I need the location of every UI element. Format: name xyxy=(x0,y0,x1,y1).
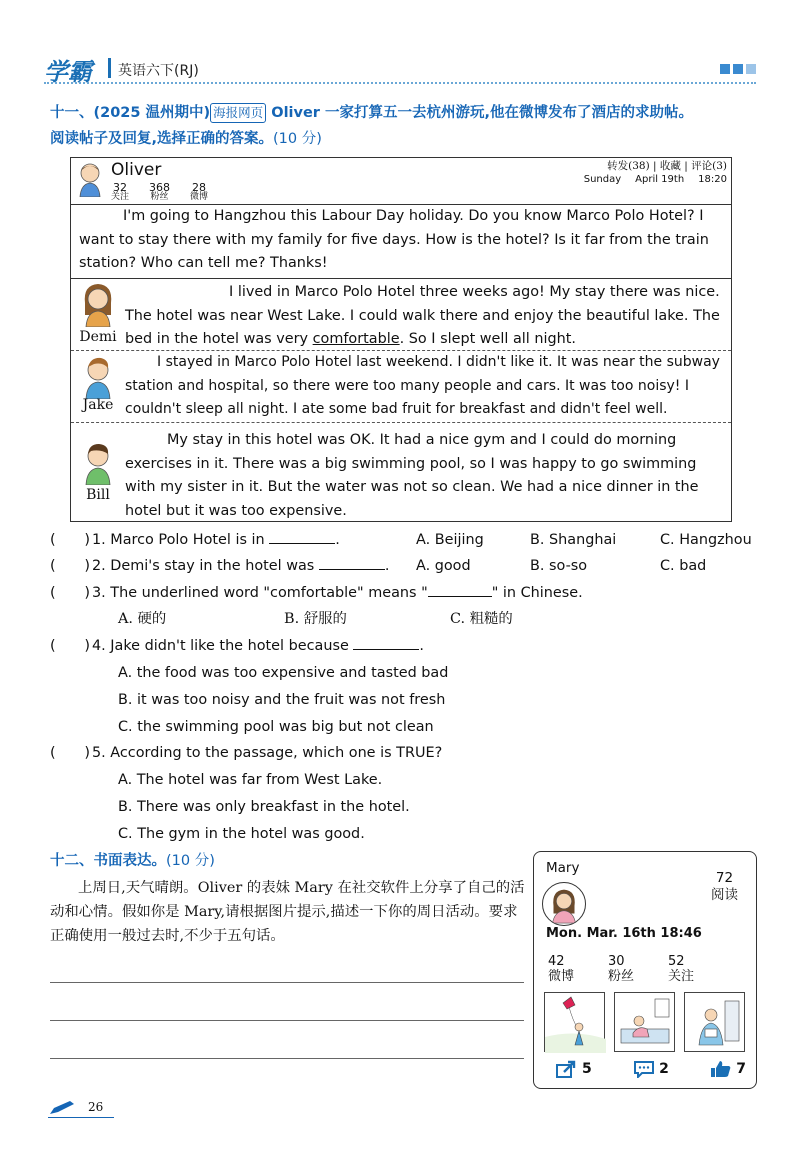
photo-kite xyxy=(544,992,605,1052)
q4-option-b: B. it was too noisy and the fruit was not fresh xyxy=(118,692,446,708)
stat-following: 32 关注 xyxy=(111,181,130,202)
demi-avatar-icon xyxy=(79,281,117,327)
section-11-instructions xyxy=(50,126,762,152)
header-divider xyxy=(44,82,756,84)
poster-name: Oliver xyxy=(111,160,162,180)
section-11-title xyxy=(50,100,762,126)
q5-option-b: B. There was only breakfast in the hotel. xyxy=(118,799,410,815)
page-number: 26 xyxy=(88,1100,104,1114)
card-stat-posts: 42 微博 xyxy=(548,954,575,984)
reply-author-bill: Bill xyxy=(86,487,110,503)
card-stats xyxy=(548,954,694,984)
post-timestamp: Sunday April 19th 18:20 xyxy=(583,174,727,185)
post-text: I'm going to Hangzhou this Labour Day holiday. Do you know Marco Polo Hotel? I want to stay there with my family for five days. How is the hotel? Is it far from the train station? Who can tell me? Thanks! xyxy=(79,208,709,271)
share-action[interactable] xyxy=(556,1060,592,1078)
comment-count: 2 xyxy=(659,1061,669,1077)
question-4-stem: 4. Jake didn't like the hotel because . xyxy=(92,634,424,658)
card-stat-following: 52 关注 xyxy=(668,954,695,984)
share-count: 5 xyxy=(582,1061,592,1077)
reply-author-jake: Jake xyxy=(82,397,114,413)
answer-blank-5[interactable]: ( ) xyxy=(50,745,91,761)
q3-option-c: C. 粗糙的 xyxy=(450,611,513,627)
q1-option-a: A. Beijing xyxy=(416,532,484,548)
q2-option-c: C. bad xyxy=(660,558,707,574)
post-meta xyxy=(570,160,727,186)
writing-prompt-text: 上周日,天气晴朗。Oliver 的表妹 Mary 在社交软件上分享了自己的活动和心情。假如你是 Mary,请根据图片提示,描述一下你的周日活动。要求正确使用一般过去时,不少于五句话。 xyxy=(50,880,525,944)
question-2-stem: 2. Demi's stay in the hotel was . xyxy=(92,554,389,578)
pen-icon xyxy=(48,1100,76,1116)
reply-text-jake: I stayed in Marco Polo Hotel last weekend. I didn't like it. It was near the subway station and hospital, so there were too many people and cars. It was too noisy! I couldn't sleep all night. I ate some bad fruit for breakfast and didn't feel well. xyxy=(125,354,720,417)
logo-divider xyxy=(108,58,111,78)
share-icon xyxy=(556,1060,578,1078)
reply-text-demi: I lived in Marco Polo Hotel three weeks ago! My stay there was nice. The hotel was near West Lake. I could walk there and enjoy the beautiful lake. The bed in the hotel was very comfortable. So I slept well all night. xyxy=(125,284,720,347)
section-11-prefix: 十一、(2025 温州期中) xyxy=(50,105,211,121)
card-timestamp: Mon. Mar. 16th 18:46 xyxy=(546,926,702,941)
photo-reading xyxy=(684,992,745,1052)
photo-bed xyxy=(614,992,675,1052)
poster-tag: 海报网页 xyxy=(210,103,266,123)
reply-demi xyxy=(71,279,731,351)
writing-line-2[interactable] xyxy=(50,1020,524,1021)
brand-logo: 学霸 xyxy=(44,58,92,86)
comment-action[interactable] xyxy=(633,1060,669,1078)
q4-option-a: A. the food was too expensive and tasted bad xyxy=(118,665,449,681)
q3-option-a: A. 硬的 xyxy=(118,611,167,627)
stat-posts: 28 微博 xyxy=(190,181,209,202)
like-action[interactable] xyxy=(710,1060,746,1078)
card-photos xyxy=(544,992,745,1052)
jake-avatar-icon xyxy=(79,353,117,399)
decor-squares xyxy=(720,64,756,74)
bill-avatar-icon xyxy=(79,439,117,485)
answer-blank-2[interactable]: ( ) xyxy=(50,558,91,574)
section-12-points: (10 分) xyxy=(166,853,215,869)
q5-option-c: C. The gym in the hotel was good. xyxy=(118,826,365,842)
reply-bill xyxy=(71,423,731,523)
q3-option-b: B. 舒服的 xyxy=(284,611,347,627)
question-3-stem: 3. The underlined word "comfortable" means " " in Chinese. xyxy=(92,581,583,605)
q1-option-c: C. Hangzhou xyxy=(660,532,752,548)
post-body xyxy=(71,205,731,279)
weibo-post xyxy=(70,157,732,522)
writing-line-1[interactable] xyxy=(50,982,524,983)
writing-line-3[interactable] xyxy=(50,1058,524,1059)
poster-stats xyxy=(111,182,208,202)
reply-jake xyxy=(71,351,731,423)
question-1-stem: 1. Marco Polo Hotel is in . xyxy=(92,528,340,552)
writing-prompt xyxy=(50,876,530,948)
oliver-avatar-icon xyxy=(77,161,103,197)
answer-blank-3[interactable]: ( ) xyxy=(50,585,91,601)
question-5-stem: 5. According to the passage, which one is TRUE? xyxy=(92,745,443,761)
card-actions xyxy=(556,1060,746,1078)
q5-option-a: A. The hotel was far from West Lake. xyxy=(118,772,383,788)
q4-option-c: C. the swimming pool was big but not clean xyxy=(118,719,434,735)
answer-blank-1[interactable]: ( ) xyxy=(50,532,91,548)
underlined-word: comfortable xyxy=(312,331,400,347)
card-stat-followers: 30 粉丝 xyxy=(608,954,635,984)
page-header xyxy=(44,50,756,84)
q2-option-a: A. good xyxy=(416,558,471,574)
reply-author-demi: Demi xyxy=(79,329,117,345)
comment-icon xyxy=(633,1060,655,1078)
reply-text-bill: My stay in this hotel was OK. It had a nice gym and I could do morning exercises in it. There was a big swimming pool, so I was happy to go swimming with my sister in it. But the water was not so clean. We had a nice dinner in the hotel but it was too expensive. xyxy=(125,432,699,519)
stat-followers: 368 粉丝 xyxy=(149,181,171,202)
q2-option-b: B. so-so xyxy=(530,558,588,574)
mary-avatar-icon xyxy=(542,882,586,926)
post-actions-summary: 转发(38) | 收藏 | 评论(3) xyxy=(607,160,727,172)
page-footer xyxy=(48,1096,114,1118)
section-11-title-text: Oliver 一家打算五一去杭州游玩,他在微博发布了酒店的求助帖。 xyxy=(271,105,694,121)
read-count: 72 阅读 xyxy=(711,870,738,903)
section-12-title-text: 十二、书面表达。 xyxy=(50,853,166,869)
like-count: 7 xyxy=(736,1061,746,1077)
thumbs-up-icon xyxy=(710,1060,732,1078)
card-user-name: Mary xyxy=(546,860,580,876)
q1-option-b: B. Shanghai xyxy=(530,532,617,548)
mary-social-card xyxy=(533,851,757,1089)
section-11-line2: 阅读帖子及回复,选择正确的答案。 xyxy=(50,131,274,147)
section-11-points: (10 分) xyxy=(273,131,322,147)
answer-blank-4[interactable]: ( ) xyxy=(50,638,91,654)
subject-label: 英语六下(RJ) xyxy=(118,63,199,79)
post-header xyxy=(71,158,731,205)
